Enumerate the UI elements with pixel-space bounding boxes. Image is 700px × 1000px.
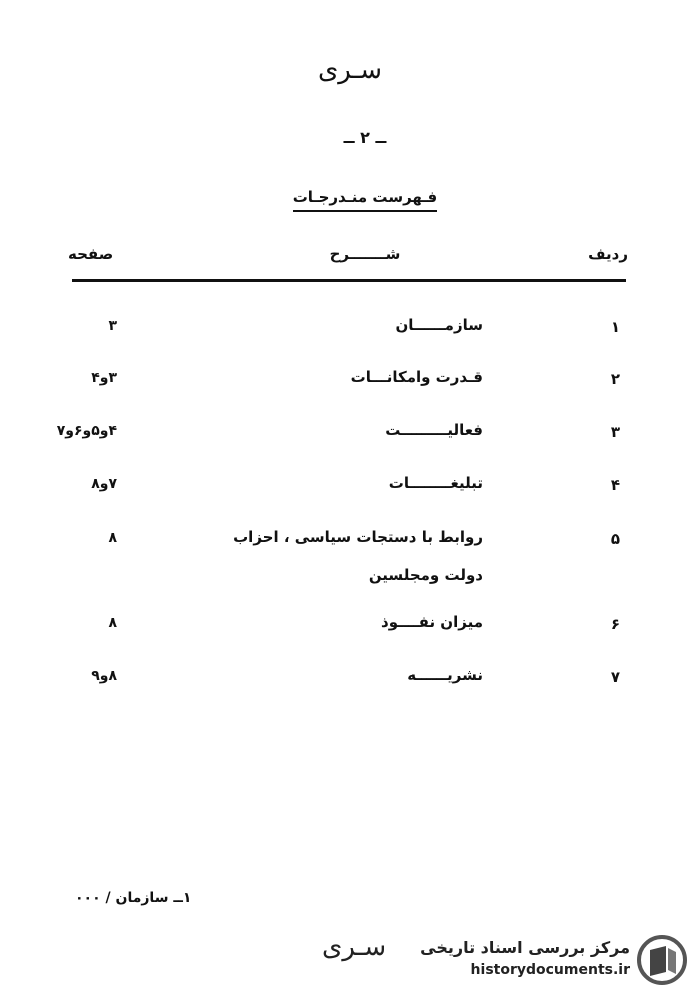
header-rule: [72, 279, 626, 282]
row-description: تبلیغــــــــات: [388, 474, 483, 492]
row-number: ۶: [610, 615, 620, 633]
row-page: ۷و۸: [91, 476, 117, 492]
watermark-title: مرکز بررسی اسناد تاریخی: [420, 938, 630, 957]
row-number: ۲: [610, 370, 620, 388]
row-description: فعالیـــــــــت: [385, 421, 483, 439]
column-header-page: صفحه: [68, 245, 114, 263]
toc-title-text: فـهرست منـدرجـات: [293, 188, 438, 212]
column-header-description: شـــــــرح: [329, 245, 401, 263]
row-description: میزان نفــــوذ: [381, 613, 483, 631]
column-header-row: ردیف: [588, 245, 628, 263]
row-description-continued: دولت ومجلسین: [368, 566, 483, 584]
row-number: ۴: [610, 476, 620, 494]
toc-title: [0, 188, 700, 206]
row-number: ۵: [610, 530, 620, 548]
row-number: ۱: [610, 318, 620, 336]
row-page: ۸: [108, 615, 117, 631]
row-description: سازمــــــان: [395, 316, 483, 334]
row-number: ۷: [610, 668, 620, 686]
row-page: ۳: [108, 318, 117, 334]
row-page: ۴و۵و۶و۷: [56, 423, 117, 439]
footer-classification-stamp: سـری: [322, 932, 387, 962]
classification-stamp: سـری: [317, 55, 383, 85]
watermark-url: historydocuments.ir: [470, 962, 630, 978]
archive-watermark: [420, 930, 690, 990]
row-page: ۸و۹: [91, 668, 117, 684]
row-number: ۳: [610, 423, 620, 441]
row-description: روابط با دستجات سیاسی ، احزاب: [233, 528, 483, 546]
row-page: ۸: [108, 530, 117, 546]
archive-logo-icon: [636, 934, 688, 986]
footnote: ۱ــ سازمان / ۰۰۰: [75, 890, 192, 906]
page-number: ــ ۲ ــ: [343, 128, 387, 147]
row-page: ۳و۴: [91, 370, 117, 386]
row-description: نشریــــــه: [407, 666, 483, 684]
row-description: قـدرت وامکانـــات: [350, 368, 483, 386]
